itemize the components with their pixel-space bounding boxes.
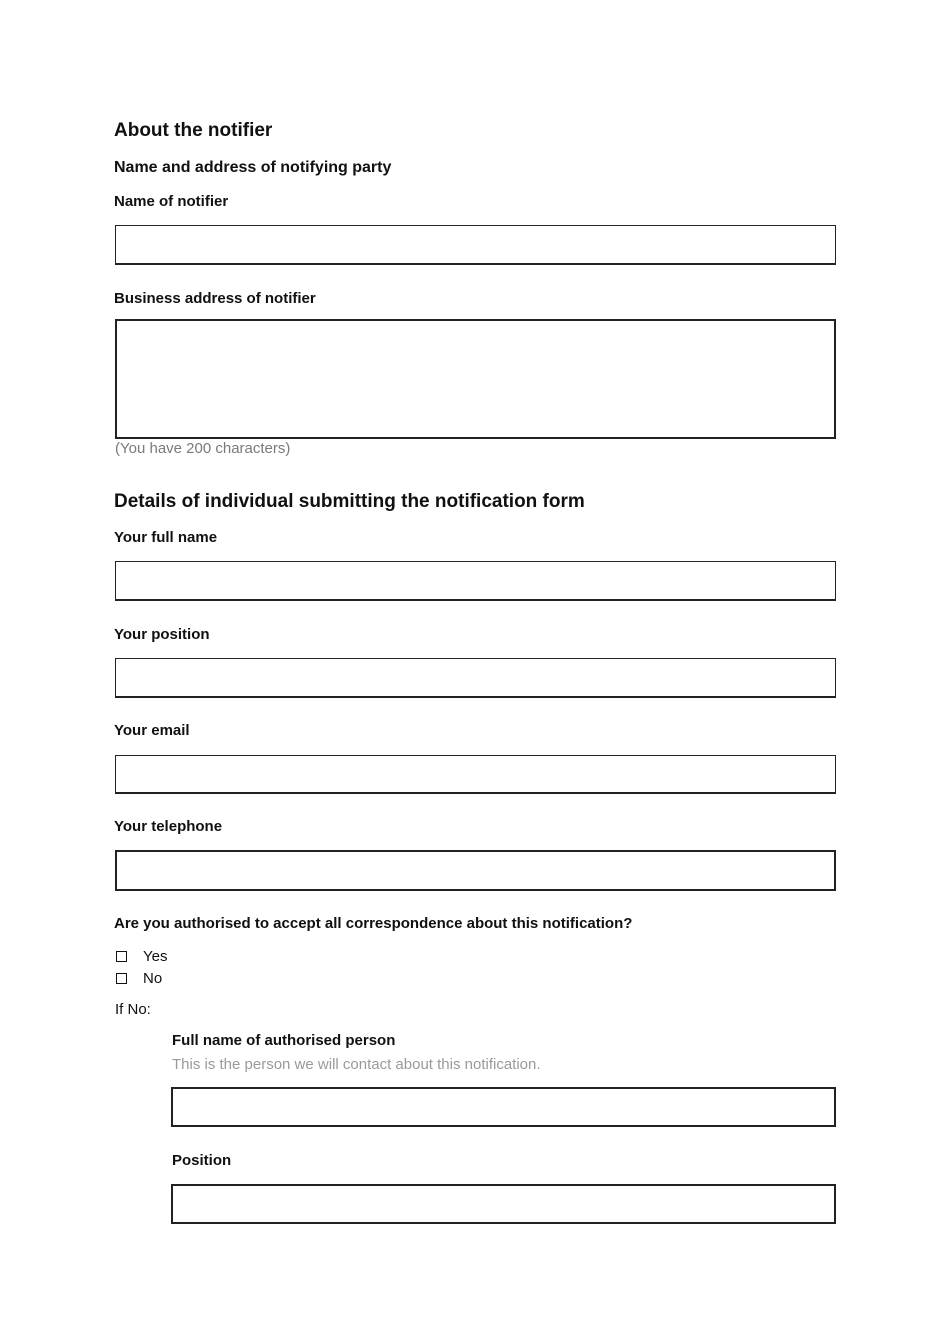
if-no-label: If No: — [115, 1001, 151, 1018]
authorised-person-name-input[interactable] — [171, 1087, 836, 1127]
authorised-question-label: Are you authorised to accept all correspondence about this notification? — [114, 915, 633, 932]
full-name-label: Your full name — [114, 529, 218, 546]
telephone-input[interactable] — [115, 850, 836, 891]
name-of-notifier-input[interactable] — [115, 225, 836, 265]
checkbox-yes-label: Yes — [143, 948, 168, 965]
position-label: Your position — [114, 626, 210, 643]
full-name-input[interactable] — [115, 561, 836, 601]
email-input[interactable] — [115, 755, 836, 794]
checkbox-yes[interactable] — [116, 951, 127, 962]
checkbox-no-option[interactable] — [116, 970, 162, 987]
authorised-person-name-hint: This is the person we will contact about this notification. — [172, 1056, 541, 1073]
checkbox-no[interactable] — [116, 973, 127, 984]
checkbox-yes-option[interactable] — [116, 948, 167, 965]
email-label: Your email — [114, 722, 190, 739]
address-character-counter: (You have 200 characters) — [115, 440, 291, 457]
position-input[interactable] — [115, 658, 836, 698]
checkbox-no-label: No — [143, 970, 163, 987]
authorised-position-input[interactable] — [171, 1184, 836, 1224]
business-address-textarea[interactable] — [115, 319, 836, 439]
subheading-name-address: Name and address of notifying party — [114, 159, 392, 176]
authorised-position-label: Position — [172, 1152, 232, 1169]
business-address-label: Business address of notifier — [114, 290, 316, 307]
section-heading-submitter-details: Details of individual submitting the notification form — [114, 491, 585, 512]
section-heading-about-notifier: About the notifier — [114, 120, 273, 141]
authorised-person-name-label: Full name of authorised person — [172, 1032, 396, 1049]
name-of-notifier-label: Name of notifier — [114, 193, 229, 210]
telephone-label: Your telephone — [114, 818, 223, 835]
